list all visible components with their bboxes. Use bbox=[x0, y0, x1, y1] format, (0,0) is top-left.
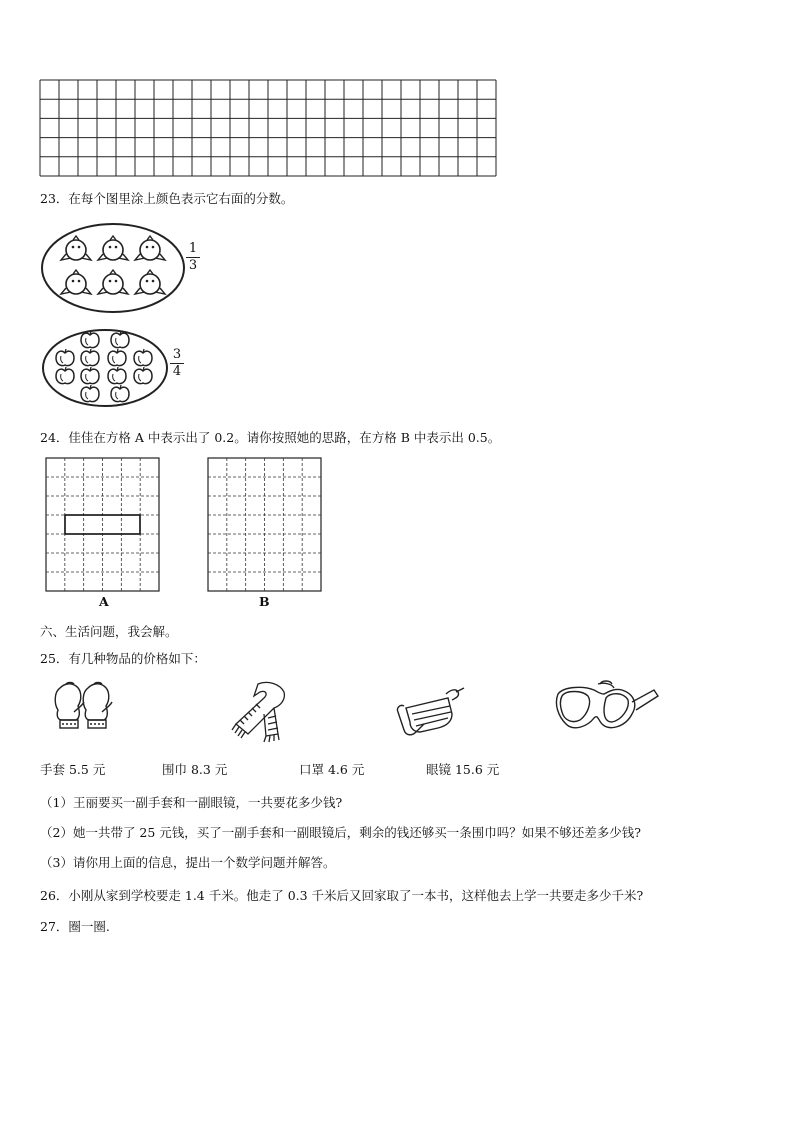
gloves-icon bbox=[52, 682, 122, 738]
mask-price: 口罩 4.6 元 bbox=[299, 762, 365, 777]
fraction-numerator: 1 bbox=[188, 241, 198, 256]
apple-icon bbox=[81, 331, 99, 348]
mask-icon bbox=[394, 684, 466, 738]
chick-icon bbox=[61, 236, 91, 260]
glasses-icon bbox=[554, 682, 662, 740]
apple-icon bbox=[81, 367, 99, 384]
glasses-price: 眼镜 15.6 元 bbox=[426, 762, 500, 777]
grid-a-label: A bbox=[99, 594, 109, 609]
chick-icon bbox=[98, 270, 128, 294]
fraction-numerator: 3 bbox=[172, 347, 182, 362]
grid-b-label: B bbox=[259, 594, 270, 609]
question-26-text: 26．小刚从家到学校要走 1.4 千米。他走了 0.3 千米后又回家取了一本书，这样他去上学一共要走多少千米? bbox=[40, 888, 644, 903]
apple-icon bbox=[108, 367, 126, 384]
apple-icon bbox=[56, 349, 74, 366]
apple-icon bbox=[134, 367, 152, 384]
chick-icon bbox=[61, 270, 91, 294]
chick-ellipse bbox=[40, 222, 186, 314]
fraction-denominator: 3 bbox=[188, 258, 198, 273]
chick-icon bbox=[98, 236, 128, 260]
grid-b[interactable] bbox=[208, 458, 321, 591]
chick-icon bbox=[135, 270, 165, 294]
question-25-sub-3: （3）请你用上面的信息，提出一个数学问题并解答。 bbox=[40, 855, 336, 870]
writing-grid bbox=[40, 80, 496, 176]
gloves-price: 手套 5.5 元 bbox=[40, 762, 106, 777]
apple-ellipse bbox=[41, 328, 169, 408]
section-6-title: 六、生活问题，我会解。 bbox=[40, 624, 178, 639]
apple-icon bbox=[111, 385, 129, 402]
fraction-denominator: 4 bbox=[172, 364, 182, 379]
grid-a bbox=[46, 458, 159, 591]
question-25-text: 25．有几种物品的价格如下： bbox=[40, 651, 206, 666]
apple-icon bbox=[56, 367, 74, 384]
scarf-price: 围巾 8.3 元 bbox=[162, 762, 228, 777]
apple-icon bbox=[111, 331, 129, 348]
question-23-text: 23．在每个图里涂上颜色表示它右面的分数。 bbox=[40, 191, 294, 206]
fraction-three-quarters bbox=[170, 348, 184, 379]
chick-icon bbox=[135, 236, 165, 260]
apple-icon bbox=[108, 349, 126, 366]
apple-icon bbox=[134, 349, 152, 366]
question-24-text: 24．佳佳在方格 A 中表示出了 0.2。请你按照她的思路，在方格 B 中表示出 0.5。 bbox=[40, 430, 501, 445]
fraction-one-third bbox=[186, 242, 200, 273]
apple-icon bbox=[81, 349, 99, 366]
scarf-icon bbox=[228, 680, 292, 742]
apple-icon bbox=[81, 385, 99, 402]
question-25-sub-2: （2）她一共带了 25 元钱，买了一副手套和一副眼镜后，剩余的钱还够买一条围巾吗？如果不够还差多少钱? bbox=[40, 825, 642, 840]
question-27-text: 27．圈一圈. bbox=[40, 919, 110, 934]
question-25-sub-1: （1）王丽要买一副手套和一副眼镜，一共要花多少钱? bbox=[40, 795, 343, 810]
